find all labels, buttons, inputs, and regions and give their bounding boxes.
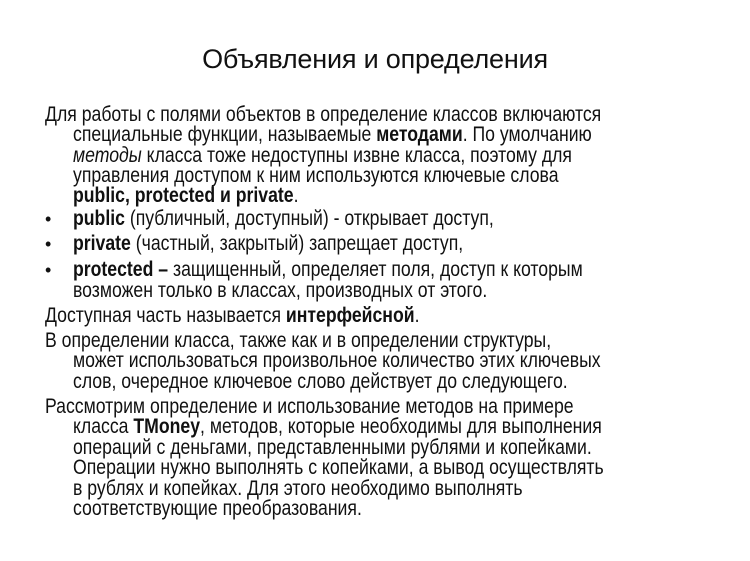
text-segment: (частный, закрытый) запрещает доступ, xyxy=(130,232,464,255)
text-segment: Для работы с полями объектов в определение классов включаются xyxy=(45,103,602,126)
bold-text: методами xyxy=(376,123,463,146)
text-segment: класса тоже недоступны извне класса, поэтому для xyxy=(141,144,572,167)
text-segment: . xyxy=(414,304,420,327)
bullet-icon: • xyxy=(45,234,52,254)
text-line xyxy=(73,124,592,146)
text-segment: соответствующие преобразования. xyxy=(73,497,362,520)
text-line xyxy=(73,185,299,207)
bullet-item-line xyxy=(73,208,494,230)
text-line xyxy=(73,280,487,302)
bold-text: public xyxy=(73,207,125,230)
text-segment: специальные функции, называемые xyxy=(73,123,377,146)
italic-text: методы xyxy=(73,144,142,167)
text-segment: операций с деньгами, представленными рублями и копейками. xyxy=(73,436,592,459)
text-line xyxy=(73,416,602,438)
text-segment: слов, очередное ключевое слово действует до следующего. xyxy=(73,370,568,393)
text-segment: в рублях и копейках. Для этого необходимо выполнять xyxy=(73,477,523,500)
bold-text: интерфейсной xyxy=(285,304,415,327)
text-line xyxy=(73,498,362,520)
text-line xyxy=(73,457,604,479)
text-segment: управления доступом к ним используются ключевые слова xyxy=(73,164,559,187)
slide-title: Объявления и определения xyxy=(202,44,548,74)
text-segment: Операции нужно выполнять с копейками, а вывод осуществлять xyxy=(73,456,604,479)
text-segment: . По умолчанию xyxy=(462,123,592,146)
text-segment: возможен только в классах, производных от этого. xyxy=(73,279,488,302)
text-segment: Доступная часть называется xyxy=(45,304,286,327)
text-segment: , методов, которые необходимы для выполнения xyxy=(200,415,602,438)
bold-text: public, protected и private xyxy=(73,184,294,207)
text-segment: класса xyxy=(73,415,134,438)
text-line xyxy=(73,350,601,372)
text-segment: (публичный, доступный) - открывает доступ, xyxy=(124,207,494,230)
bold-text: TMoney xyxy=(133,415,201,438)
text-segment: может использоваться произвольное количество этих ключевых xyxy=(73,349,601,372)
text-line xyxy=(45,305,419,327)
text-segment: Рассмотрим определение и использование методов на примере xyxy=(45,395,574,418)
bullet-icon: • xyxy=(45,209,52,229)
text-segment: В определении класса, также как и в определении структуры, xyxy=(45,329,552,352)
text-segment: . xyxy=(293,184,299,207)
text-line xyxy=(73,371,568,393)
bold-text: private xyxy=(73,232,131,255)
text-segment: защищенный, определяет поля, доступ к которым xyxy=(168,258,583,281)
bullet-item-line xyxy=(73,259,583,281)
bullet-item-line xyxy=(73,233,463,255)
bullet-icon: • xyxy=(45,260,52,280)
bold-text: protected – xyxy=(73,258,169,281)
